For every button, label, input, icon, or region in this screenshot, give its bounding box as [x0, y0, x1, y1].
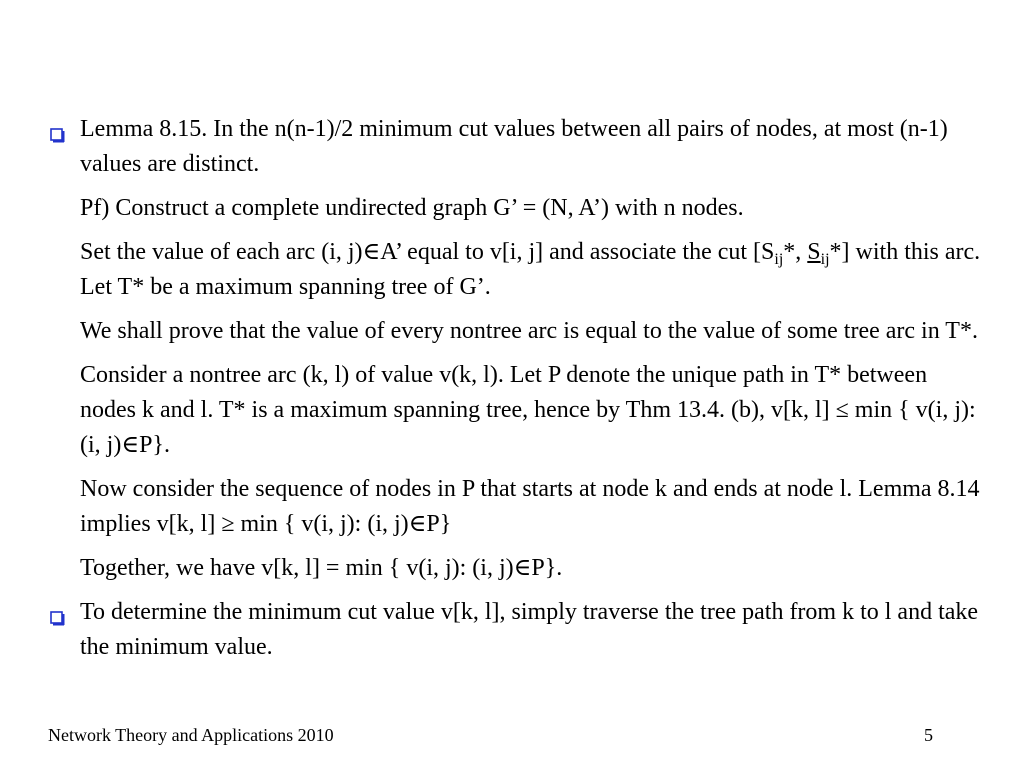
proof-paragraph-4: Consider a nontree arc (k, l) of value v(k, l). Let P denote the unique path in T* between nodes k and l. T* is a maximum spanning tree, hence by Thm 13.4. (b), v[k, l] ≤ min { v(i, j): (i, j)∈P}.: [80, 362, 976, 458]
checkbox-square-icon: [50, 602, 65, 617]
checkbox-square-icon: [50, 119, 65, 134]
paragraph-text: *,: [783, 239, 808, 265]
subscript: ij: [774, 251, 784, 268]
subscript: ij: [820, 251, 830, 268]
page-number: 5: [924, 725, 933, 745]
bullet-text: To determine the minimum cut value v[k, l], simply traverse the tree path from k to l and take the minimum value.: [80, 599, 979, 660]
proof-paragraph-1: Pf) Construct a complete undirected graph G’ = (N, A’) with n nodes.: [80, 195, 744, 221]
footer-title: Network Theory and Applications 2010: [48, 725, 334, 745]
bullet-text: Lemma 8.15. In the n(n-1)/2 minimum cut values between all pairs of nodes, at most (n-1) values are distinct.: [80, 116, 948, 177]
bullet-item-conclusion: [48, 595, 988, 665]
proof-paragraph-6: [48, 551, 988, 586]
underlined-s: S: [807, 239, 821, 265]
paragraph-text: Together, we have v[k, l] = min { v(i, j): (i, j)∈P}.: [80, 555, 563, 581]
bullet-item-lemma: [48, 112, 988, 182]
proof-paragraph-3: We shall prove that the value of every nontree arc is equal to the value of some tree arc in T*.: [80, 318, 978, 344]
paragraph-text: *] with this arc. Let T* be a maximum spanning tree of G’.: [80, 239, 981, 300]
proof-paragraph-5: Now consider the sequence of nodes in P that starts at node k and ends at node l. Lemma 8.14 implies v[k, l] ≥ min { v(i, j): (i, j)∈P}: [80, 476, 980, 537]
slide-content: [48, 112, 988, 665]
proof-paragraph-2: [48, 235, 988, 305]
paragraph-text: Set the value of each arc (i, j)∈A’ equal to v[i, j] and associate the cut [S: [80, 239, 775, 265]
